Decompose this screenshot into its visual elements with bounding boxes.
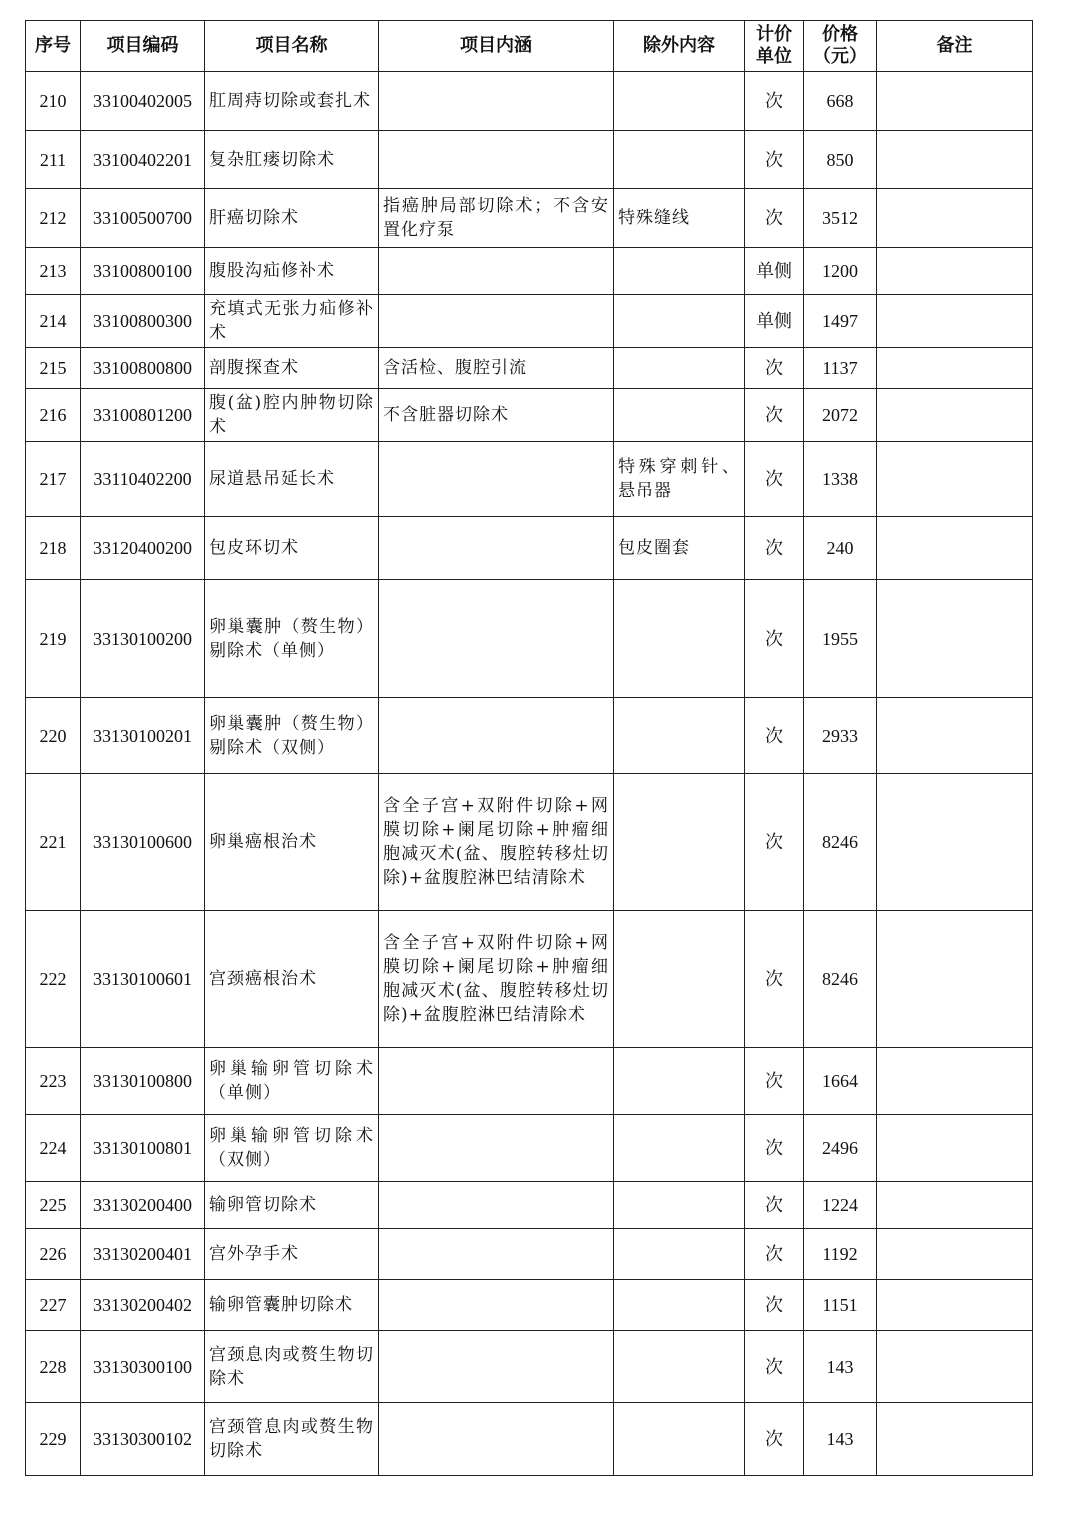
cell-name: 卵巢输卵管切除术（单侧）: [205, 1048, 379, 1115]
cell-no: 211: [26, 131, 81, 189]
table-row: [26, 72, 1033, 131]
cell-no: 221: [26, 774, 81, 911]
cell-excluded: [614, 1331, 745, 1403]
table-row: [26, 131, 1033, 189]
cell-no: 224: [26, 1115, 81, 1182]
cell-excluded: [614, 1229, 745, 1280]
cell-name: 宫颈癌根治术: [205, 911, 379, 1048]
cell-price: 2496: [804, 1115, 877, 1182]
header-unit-line-1: 计价: [756, 24, 792, 45]
cell-note: [877, 1403, 1033, 1476]
header-price-line-1: 价格: [822, 24, 858, 45]
cell-excluded: [614, 1280, 745, 1331]
cell-note: [877, 131, 1033, 189]
table-row: [26, 517, 1033, 580]
cell-excluded: [614, 348, 745, 389]
table-row: [26, 295, 1033, 348]
cell-no: 217: [26, 442, 81, 517]
cell-code: 33130300102: [81, 1403, 205, 1476]
cell-name: 腹(盆)腔内肿物切除术: [205, 389, 379, 442]
cell-content: 含全子宫+双附件切除+网膜切除+阑尾切除+肿瘤细胞减灭术(盆、腹腔转移灶切除)+盆腹腔淋巴结清除术: [379, 774, 614, 911]
table-row: [26, 248, 1033, 295]
cell-no: 223: [26, 1048, 81, 1115]
cell-unit: 次: [745, 189, 804, 248]
cell-price: 8246: [804, 774, 877, 911]
cell-excluded: [614, 911, 745, 1048]
header-excluded: 除外内容: [614, 21, 745, 72]
cell-content: [379, 72, 614, 131]
header-unit-line-2: 单位: [756, 46, 792, 67]
table-row: [26, 348, 1033, 389]
table-row: [26, 1280, 1033, 1331]
cell-content: 指癌肿局部切除术；不含安置化疗泵: [379, 189, 614, 248]
cell-note: [877, 580, 1033, 698]
cell-code: 33100500700: [81, 189, 205, 248]
cell-code: 33130300100: [81, 1331, 205, 1403]
cell-price: 3512: [804, 189, 877, 248]
cell-excluded: [614, 580, 745, 698]
table-row: [26, 1229, 1033, 1280]
cell-price: 850: [804, 131, 877, 189]
cell-no: 222: [26, 911, 81, 1048]
cell-unit: 次: [745, 1182, 804, 1229]
table-row: [26, 442, 1033, 517]
cell-name: 肛周痔切除或套扎术: [205, 72, 379, 131]
cell-no: 225: [26, 1182, 81, 1229]
cell-unit: 次: [745, 580, 804, 698]
table-row: [26, 580, 1033, 698]
cell-name: 剖腹探查术: [205, 348, 379, 389]
cell-note: [877, 389, 1033, 442]
cell-unit: 单侧: [745, 248, 804, 295]
cell-unit: 次: [745, 698, 804, 774]
cell-unit: 次: [745, 911, 804, 1048]
cell-excluded: [614, 698, 745, 774]
cell-excluded: [614, 1182, 745, 1229]
cell-code: 33100402201: [81, 131, 205, 189]
cell-price: 240: [804, 517, 877, 580]
cell-code: 33130100600: [81, 774, 205, 911]
cell-name: 腹股沟疝修补术: [205, 248, 379, 295]
cell-content: [379, 517, 614, 580]
cell-excluded: [614, 248, 745, 295]
cell-content: [379, 1331, 614, 1403]
cell-note: [877, 1331, 1033, 1403]
cell-price: 1192: [804, 1229, 877, 1280]
cell-unit: 单侧: [745, 295, 804, 348]
cell-price: 1224: [804, 1182, 877, 1229]
cell-content: [379, 1229, 614, 1280]
cell-note: [877, 1229, 1033, 1280]
cell-name: 卵巢癌根治术: [205, 774, 379, 911]
cell-name: 尿道悬吊延长术: [205, 442, 379, 517]
cell-excluded: 特殊缝线: [614, 189, 745, 248]
cell-no: 215: [26, 348, 81, 389]
cell-name: 宫颈管息肉或赘生物切除术: [205, 1403, 379, 1476]
header-price: [804, 21, 877, 72]
cell-name: 卵巢囊肿（赘生物）剔除术（双侧）: [205, 698, 379, 774]
cell-price: 2072: [804, 389, 877, 442]
cell-unit: 次: [745, 348, 804, 389]
cell-excluded: [614, 295, 745, 348]
cell-price: 1955: [804, 580, 877, 698]
cell-name: 宫颈息肉或赘生物切除术: [205, 1331, 379, 1403]
table-row: [26, 698, 1033, 774]
cell-unit: 次: [745, 1331, 804, 1403]
cell-excluded: 包皮圈套: [614, 517, 745, 580]
header-price-line-2: （元）: [813, 46, 867, 67]
cell-excluded: [614, 1048, 745, 1115]
cell-content: [379, 1280, 614, 1331]
cell-no: 227: [26, 1280, 81, 1331]
cell-content: [379, 1115, 614, 1182]
table-body: [26, 72, 1033, 1476]
table-row: [26, 1403, 1033, 1476]
cell-content: [379, 248, 614, 295]
cell-name: 宫外孕手术: [205, 1229, 379, 1280]
cell-unit: 次: [745, 1048, 804, 1115]
header-unit: [745, 21, 804, 72]
cell-name: 肝癌切除术: [205, 189, 379, 248]
cell-content: [379, 1403, 614, 1476]
cell-note: [877, 517, 1033, 580]
cell-price: 1137: [804, 348, 877, 389]
cell-note: [877, 442, 1033, 517]
cell-price: 668: [804, 72, 877, 131]
cell-content: [379, 442, 614, 517]
cell-note: [877, 1182, 1033, 1229]
cell-content: 含活检、腹腔引流: [379, 348, 614, 389]
cell-note: [877, 1048, 1033, 1115]
cell-content: [379, 698, 614, 774]
cell-no: 219: [26, 580, 81, 698]
cell-price: 1200: [804, 248, 877, 295]
cell-unit: 次: [745, 517, 804, 580]
cell-code: 33130100801: [81, 1115, 205, 1182]
cell-content: 含全子宫+双附件切除+网膜切除+阑尾切除+肿瘤细胞减灭术(盆、腹腔转移灶切除)+盆腹腔淋巴结清除术: [379, 911, 614, 1048]
cell-content: [379, 1182, 614, 1229]
cell-code: 33130100601: [81, 911, 205, 1048]
cell-content: [379, 580, 614, 698]
cell-name: 充填式无张力疝修补术: [205, 295, 379, 348]
cell-code: 33130100201: [81, 698, 205, 774]
cell-code: 33100800800: [81, 348, 205, 389]
cell-price: 1664: [804, 1048, 877, 1115]
cell-unit: 次: [745, 131, 804, 189]
header-no: 序号: [26, 21, 81, 72]
cell-note: [877, 1115, 1033, 1182]
cell-code: 33100800100: [81, 248, 205, 295]
table-header-row: [26, 21, 1033, 72]
cell-price: 2933: [804, 698, 877, 774]
cell-note: [877, 348, 1033, 389]
cell-no: 229: [26, 1403, 81, 1476]
cell-code: 33100801200: [81, 389, 205, 442]
cell-note: [877, 698, 1033, 774]
cell-note: [877, 248, 1033, 295]
cell-unit: 次: [745, 72, 804, 131]
table-row: [26, 389, 1033, 442]
cell-excluded: [614, 131, 745, 189]
cell-note: [877, 911, 1033, 1048]
header-content: 项目内涵: [379, 21, 614, 72]
price-table: [25, 20, 1033, 1476]
header-code: 项目编码: [81, 21, 205, 72]
cell-name: 输卵管切除术: [205, 1182, 379, 1229]
cell-content: [379, 295, 614, 348]
cell-note: [877, 72, 1033, 131]
cell-excluded: 特殊穿刺针、悬吊器: [614, 442, 745, 517]
cell-no: 214: [26, 295, 81, 348]
cell-code: 33130200401: [81, 1229, 205, 1280]
cell-no: 212: [26, 189, 81, 248]
cell-price: 143: [804, 1331, 877, 1403]
cell-note: [877, 295, 1033, 348]
cell-note: [877, 774, 1033, 911]
cell-code: 33130100200: [81, 580, 205, 698]
cell-unit: 次: [745, 389, 804, 442]
cell-no: 220: [26, 698, 81, 774]
cell-excluded: [614, 72, 745, 131]
cell-unit: 次: [745, 442, 804, 517]
header-name: 项目名称: [205, 21, 379, 72]
cell-price: 1338: [804, 442, 877, 517]
cell-no: 228: [26, 1331, 81, 1403]
table-row: [26, 911, 1033, 1048]
cell-unit: 次: [745, 1280, 804, 1331]
cell-code: 33100800300: [81, 295, 205, 348]
cell-code: 33130200402: [81, 1280, 205, 1331]
cell-code: 33130200400: [81, 1182, 205, 1229]
cell-unit: 次: [745, 1115, 804, 1182]
table-row: [26, 1331, 1033, 1403]
cell-no: 216: [26, 389, 81, 442]
cell-no: 213: [26, 248, 81, 295]
cell-content: [379, 1048, 614, 1115]
cell-price: 1497: [804, 295, 877, 348]
cell-note: [877, 1280, 1033, 1331]
cell-excluded: [614, 1115, 745, 1182]
table-row: [26, 1182, 1033, 1229]
table-row: [26, 774, 1033, 911]
cell-excluded: [614, 389, 745, 442]
cell-code: 33110402200: [81, 442, 205, 517]
cell-code: 33130100800: [81, 1048, 205, 1115]
cell-excluded: [614, 1403, 745, 1476]
cell-content: 不含脏器切除术: [379, 389, 614, 442]
cell-price: 1151: [804, 1280, 877, 1331]
cell-no: 218: [26, 517, 81, 580]
table-row: [26, 1048, 1033, 1115]
cell-name: 卵巢输卵管切除术（双侧）: [205, 1115, 379, 1182]
cell-name: 输卵管囊肿切除术: [205, 1280, 379, 1331]
cell-code: 33120400200: [81, 517, 205, 580]
cell-unit: 次: [745, 1403, 804, 1476]
cell-code: 33100402005: [81, 72, 205, 131]
cell-no: 210: [26, 72, 81, 131]
cell-unit: 次: [745, 774, 804, 911]
cell-price: 143: [804, 1403, 877, 1476]
cell-name: 包皮环切术: [205, 517, 379, 580]
header-note: 备注: [877, 21, 1033, 72]
cell-excluded: [614, 774, 745, 911]
cell-name: 复杂肛瘘切除术: [205, 131, 379, 189]
cell-content: [379, 131, 614, 189]
cell-no: 226: [26, 1229, 81, 1280]
table-row: [26, 1115, 1033, 1182]
cell-name: 卵巢囊肿（赘生物）剔除术（单侧）: [205, 580, 379, 698]
cell-price: 8246: [804, 911, 877, 1048]
cell-note: [877, 189, 1033, 248]
cell-unit: 次: [745, 1229, 804, 1280]
table-row: [26, 189, 1033, 248]
